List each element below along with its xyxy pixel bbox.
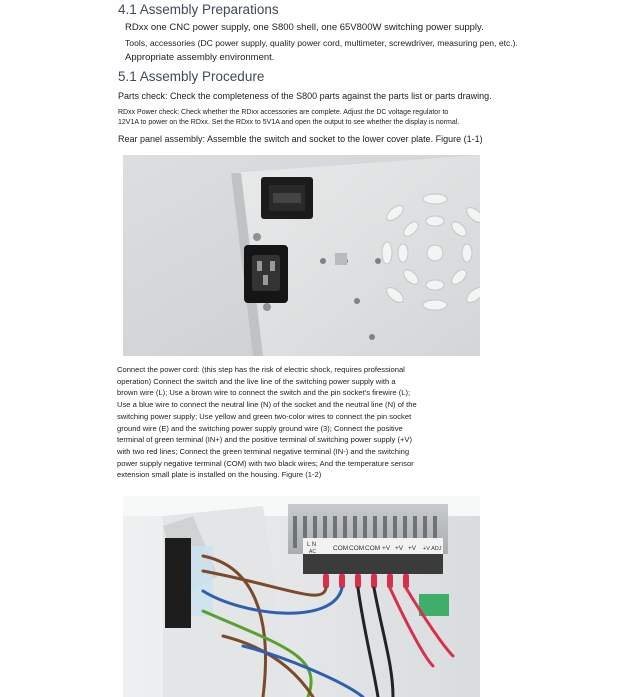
rear-switch-socket (165, 538, 191, 628)
prep-item-1: RDxx one CNC power supply, one S800 shell, one 65V800W switching power supply. (125, 22, 484, 33)
section-51-heading: 5.1 Assembly Procedure (118, 69, 265, 84)
power-cord-paragraph: Connect the power cord: (this step has the risk of electric shock, requires professional operation) Connect the switch and the live line of the switching power supply with a brown wire (L); Use a brown wire to connect the switch and the pin socket's firewire (L); Use a blue wire to connect the neutral line (N) of the socket and the neutral line (N) of the switching power supply; Use yellow and green two-color wires to connect the pin socket ground wire (E) and the switching power supply ground wire (3); Connect the positive terminal of green terminal (IN+) and the positive terminal of switching power supply (+V) with two red lines; Connect the green terminal negative terminal (IN-) and the switching power supply negative terminal (COM) with two black wires; And the temperature sensor extension small plate is installed on the housing. Figure (1-2) (117, 365, 417, 480)
psu-terminal-block (303, 552, 443, 574)
psu-terminal-v-3: +V (408, 545, 417, 552)
section-41-heading: 4.1 Assembly Preparations (118, 2, 279, 17)
psu-terminal-v-1: +V (382, 545, 391, 552)
rdxx-check-line-1: RDxx Power check: Check whether the RDxx accessories are complete. Adjust the DC voltage regulator to (118, 109, 449, 116)
rear-panel-text: Rear panel assembly: Assemble the switch and socket to the lower cover plate. Figure (1-1) (118, 134, 483, 144)
figure-wiring (123, 496, 480, 697)
prep-item-2: Tools, accessories (DC power supply, quality power cord, multimeter, screwdriver, measuring pen, etc.). (125, 38, 518, 48)
parts-check-text: Parts check: Check the completeness of the S800 parts against the parts list or parts drawing. (118, 91, 492, 101)
psu-terminal-com-3: COM (365, 545, 381, 552)
psu-terminal-com-2: COM (349, 545, 365, 552)
prep-item-3: Appropriate assembly environment. (125, 52, 275, 63)
psu-label-ac: AC (309, 549, 316, 555)
psu-label-ln: L N (307, 542, 317, 548)
figure-rear-panel (123, 155, 480, 356)
psu-terminal-com-1: COM (333, 545, 349, 552)
green-terminal-block (419, 594, 449, 616)
psu-terminal-v-2: +V (395, 545, 404, 552)
psu-label-adj: +V ADJ (423, 546, 442, 552)
rdxx-check-line-2: 12V1A to power on the RDxx. Set the RDxx to 5V1A and open the output to see whether the display is normal. (118, 119, 460, 126)
